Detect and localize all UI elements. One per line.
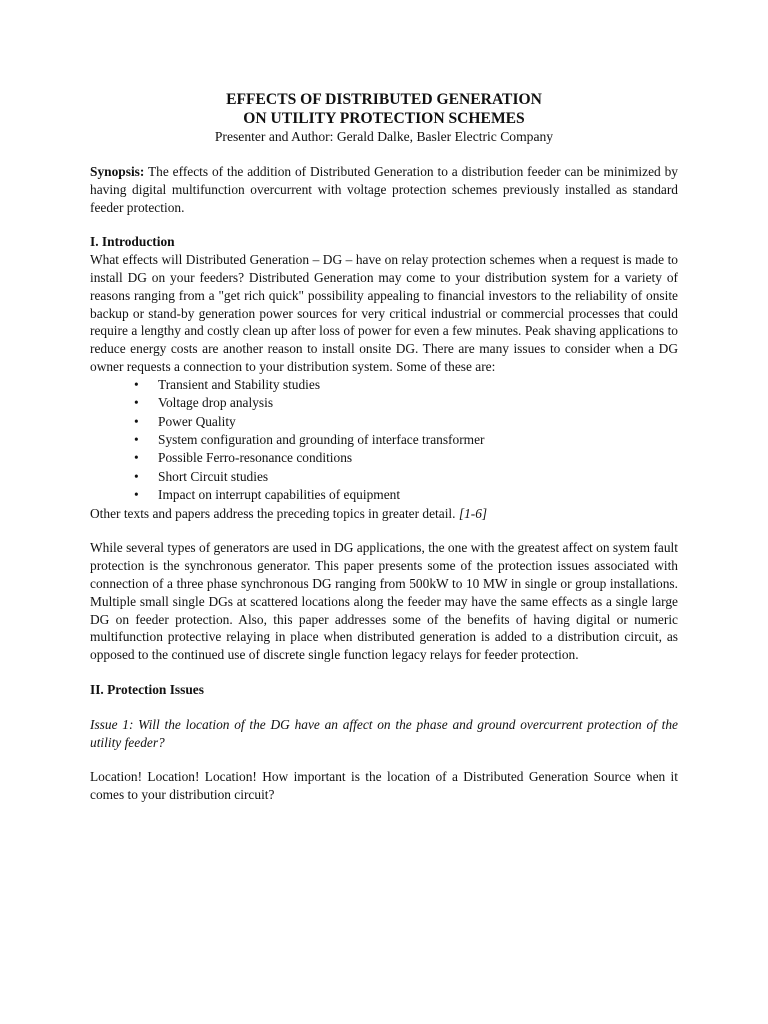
synopsis-text: The effects of the addition of Distributed Generation to a distribution feeder can be minimized by having digital multifunction overcurrent with voltage protection schemes previously installed as standard feeder protection. [90,164,678,215]
list-item: • Possible Ferro-resonance conditions [90,449,678,467]
presenter-line: Presenter and Author: Gerald Dalke, Basler Electric Company [214,129,554,144]
synopsis-paragraph [90,163,678,216]
reference-citation: [1-6] [458,505,488,521]
list-item: • Voltage drop analysis [90,394,678,412]
introduction-heading: I. Introduction [90,234,175,250]
bullet-icon: • [134,468,139,484]
list-item: • Transient and Stability studies [90,376,678,394]
issues-list [90,376,678,505]
title-line-2: ON UTILITY PROTECTION SCHEMES [243,110,525,127]
issue-1-question: Issue 1: Will the location of the DG have an affect on the phase and ground overcurrent protection of the utility feeder? [90,716,678,750]
bullet-icon: • [134,431,139,447]
protection-issues-heading: II. Protection Issues [90,681,204,697]
document-title [90,90,678,128]
bullet-icon: • [134,376,139,392]
bullet-icon: • [134,487,139,503]
list-item: • Impact on interrupt capabilities of equipment [90,486,678,504]
synopsis-label: Synopsis: [90,164,145,179]
document-page [90,90,678,804]
location-paragraph: Location! Location! Location! How important is the location of a Distributed Generation Source when it comes to your distribution circuit? [90,769,678,803]
list-item: • Short Circuit studies [90,468,678,486]
introduction-paragraph: What effects will Distributed Generation – DG – have on relay protection schemes when a request is made to install DG on your feeders? Distributed Generation may come to your distribution system for a variety of reasons ranging from a "get rich quick" possibility appealing to financial investors to the reliability of onsite backup or stand-by generation power sources for very critical industrial or commercial processes that could require a lengthy and costly clean up after loss of power for even a few minutes. Peak shaving applications to reduce energy costs are another reason to install onsite DG. There are many issues to consider when a DG owner requests a connection to your distribution system. Some of these are: [90,252,678,374]
bullet-icon: • [134,413,139,429]
bullet-icon: • [134,395,139,411]
title-line-1: EFFECTS OF DISTRIBUTED GENERATION [226,91,542,108]
list-item: • Power Quality [90,413,678,431]
generators-paragraph: While several types of generators are used in DG applications, the one with the greatest affect on system fault protection is the synchronous generator. This paper presents some of the protection issues associated with connection of a three phase synchronous DG ranging from 500kW to 10 MW in single or group installations. Multiple small single DGs at scattered locations along the feeder may have the same effects as a single large DG on feeder protection. Also, this paper addresses some of the benefits of having digital or numeric multifunction protective relaying in place when distributed generation is added to a distribution circuit, as opposed to the continued use of discrete single function legacy relays for feeder protection. [90,540,678,663]
bullet-icon: • [134,450,139,466]
other-texts-line: Other texts and papers address the preceding topics in greater detail. [1-6] [90,505,488,521]
list-item: • System configuration and grounding of interface transformer [90,431,678,449]
